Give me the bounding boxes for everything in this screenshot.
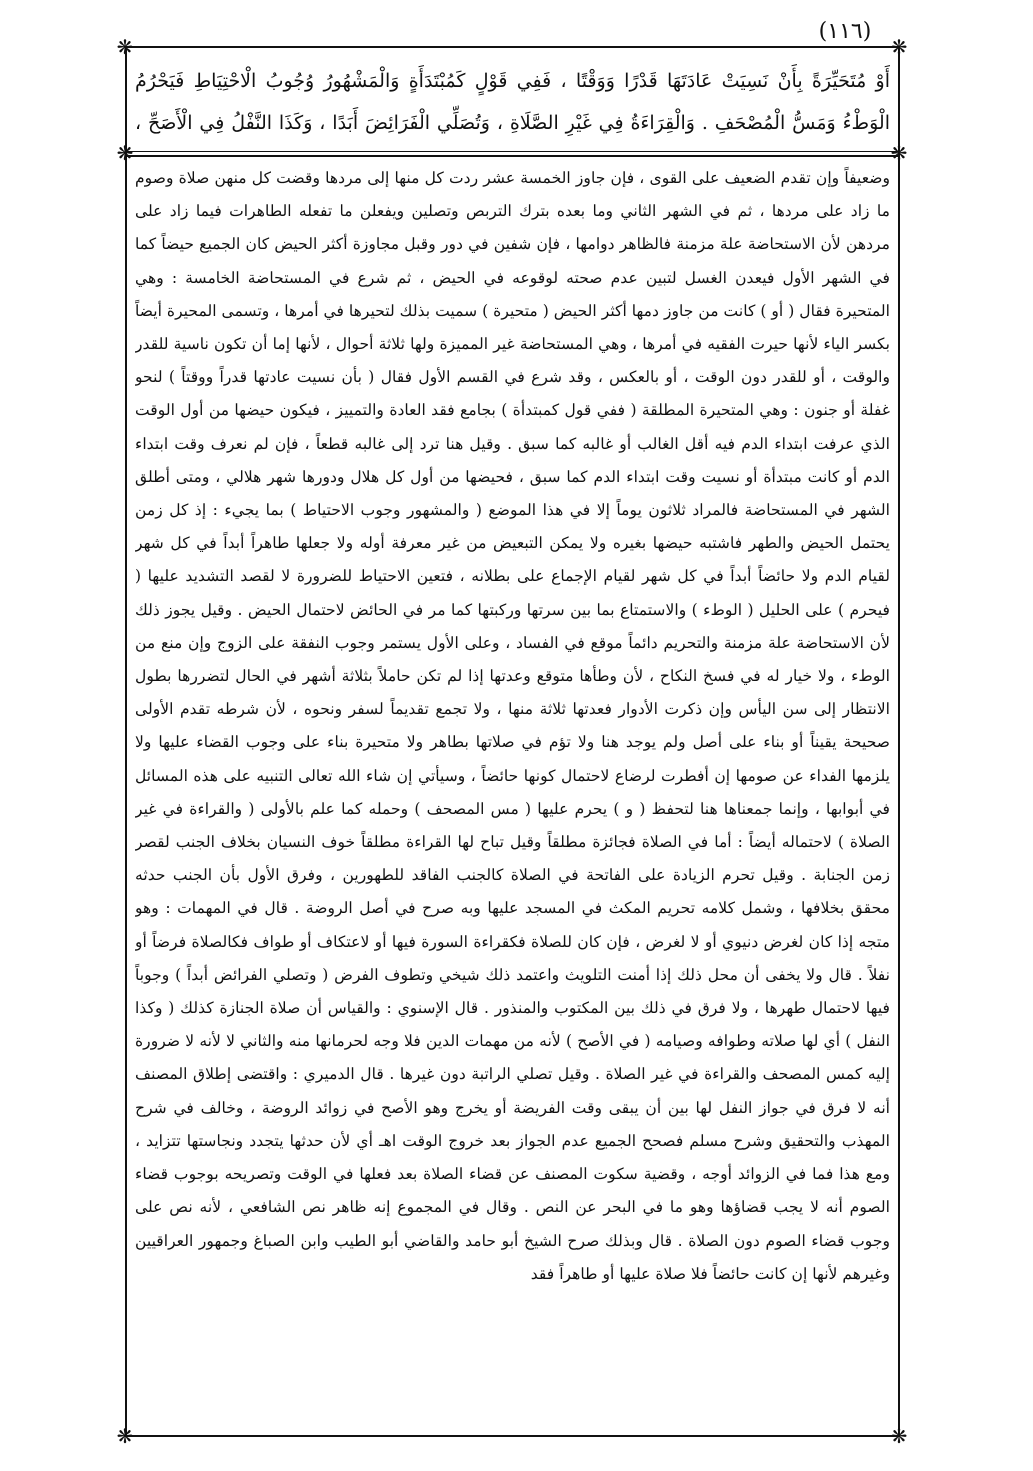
ornament-icon: ❋ (116, 1424, 134, 1448)
divider-bottom (125, 155, 900, 157)
page-number: (١١٦) (818, 19, 872, 44)
ornament-icon: ❋ (890, 35, 908, 59)
ornament-icon: ❋ (890, 141, 908, 165)
right-border (898, 46, 900, 1436)
bottom-border (125, 1435, 900, 1437)
matn-paragraph: أَوْ مُتَحَيِّرَةً بِأَنْ نَسِيَتْ عَادَتَهَا قَدْرًا وَوَقْتًا ، فَفِي قَوْلٍ كَمُبْتَدَأَةٍ وَالْمَشْهُورُ وُجُوبُ الْاحْتِيَاطِ فَيَحْرُمُ الْوَطْءُ وَمَسُّ الْمُصْحَفِ . وَالْقِرَاءَةُ فِي غَيْرِ الصَّلَاةِ ، وَتُصَلِّي الْفَرَائِضَ أَبَدًا ، وَكَذَا النَّفْلُ فِي الْأَصَحِّ ، (135, 70, 890, 134)
ornament-icon: ❋ (116, 35, 134, 59)
top-border (125, 46, 900, 48)
sharh-paragraph: وضعيفاً وإن تقدم الضعيف على القوى ، فإن جاوز الخمسة عشر ردت كل منها إلى مردها وقضت كل منهن صلاة وصوم ما زاد على مردها ، ثم في الشهر الثاني وما بعده بترك التربص وتصلين ويفعلن ما تفعله الطاهرات فيما زاد على مردهن لأن الاستحاضة علة مزمنة فالظاهر دوامها ، فإن شفين في دور وقبل مجاوزة أكثر الحيض كان الجميع حيضاً كما في الشهر الأول فيعدن الغسل لتبين عدم صحته لوقوعه في الحيض ، ثم شرع في المستحاضة الخامسة : وهي المتحيرة فقال ( أو ) كانت من جاوز دمها أكثر الحيض ( متحيرة ) سميت بذلك لتحيرها في أمرها ، وتسمى المحيرة أيضاً بكسر الياء لأنها حيرت الفقيه في أمرها ، وهي المستحاضة غير المميزة ولها ثلاثة أحوال ، لأنها إما أن تكون ناسية للقدر والوقت ، أو للقدر دون الوقت ، أو بالعكس ، وقد شرع في القسم الأول فقال ( بأن نسيت عادتها قدراً ووقتاً ) لنحو غفلة أو جنون : وهي المتحيرة المطلقة ( ففي قول كمبتدأة ) بجامع فقد العادة والتمييز ، فيكون حيضها من أول الوقت الذي عرفت ابتداء الدم فيه أقل الغالب أو غالبه كما سبق . وقيل هنا ترد إلى غالبه قطعاً ، فإن لم نعرف وقت ابتداء الدم أو كانت مبتدأة أو نسيت وقت ابتداء الدم كما سبق ، فحيضها من أول كل هلال ودورها شهر هلالي ، ومتى أطلق الشهر في المستحاضة فالمراد ثلاثون يوماً إلا في هذا الموضع ( والمشهور وجوب الاحتياط ) بما يجيء : إذ كل زمن يحتمل الحيض والطهر فاشتبه حيضها بغيره ولا يمكن التبعيض من غير معرفة أوله ولا جعلها طاهراً أبداً في كل شهر لقيام الدم ولا حائضاً أبداً في كل شهر لقيام الإجماع على بطلانه ، فتعين الاحتياط للضرورة لا لقصد التشديد عليها ( فيحرم ) على الحليل ( الوطء ) والاستمتاع بما بين سرتها وركبتها كما مر في الحائض لاحتمال الحيض . وقيل يجوز ذلك لأن الاستحاضة علة مزمنة والتحريم دائماً موقع في الفساد ، وعلى الأول يستمر وجوب النفقة على الزوج وإن منع من الوطء ، ولا خيار له في فسخ النكاح ، لأن وطأها متوقع وعدتها إذا لم تكن حاملاً بثلاثة أشهر في الحال لتضررها بطول الانتظار إلى سن اليأس وإن ذكرت الأدوار فعدتها ثلاثة منها ، ولا تجمع تقديماً لسفر ونحوه ، لأن شرطه تقدم الأولى صحيحة يقيناً أو بناء على أصل ولم يوجد هنا ولا تؤم في صلاتها بطاهر ولا متحيرة بناء على وجوب القضاء عليها ولا يلزمها الفداء عن صومها إن أفطرت لرضاع لاحتمال كونها حائضاً ، وسيأتي إن شاء الله تعالى التنبيه على هذه المسائل في أبوابها ، وإنما جمعناها هنا لتحفظ ( و ) يحرم عليها ( مس المصحف ) وحمله كما علم بالأولى ( والقراءة في غير الصلاة ) لاحتماله أيضاً : أما في الصلاة فجائزة مطلقاً وقيل تباح لها القراءة مطلقاً خوف النسيان بخلاف الجنب لقصر زمن الجنابة . وقيل تحرم الزيادة على الفاتحة في الصلاة كالجنب الفاقد للطهورين ، وفرق الأول بأن الجنب حدثه محقق بخلافها ، وشمل كلامه تحريم المكث في المسجد عليها وبه صرح في أصل الروضة . قال في المهمات : وهو متجه إذا كان لغرض دنيوي أو لا لغرض ، فإن كان للصلاة فكقراءة السورة فيها أو لاعتكاف أو طواف فكالصلاة فرضاً أو نفلاً . قال ولا يخفى أن محل ذلك إذا أمنت التلويث واعتمد ذلك شيخي وتطوف الفرض ( وتصلي الفرائض أبداً ) وجوباً فيها لاحتمال طهرها ، ولا فرق في ذلك بين المكتوب والمنذور . قال الإسنوي : والقياس أن صلاة الجنازة كذلك ( وكذا النفل ) أي لها صلاته وطوافه وصيامه ( في الأصح ) لأنه من مهمات الدين فلا وجه لحرمانها منه والثاني لا لأنه لا ضرورة إليه كمس المصحف والقراءة في غير الصلاة . وقيل تصلي الراتبة دون غيرها . قال الدميري : واقتضى إطلاق المصنف أنه لا فرق في جواز النفل لها بين أن يبقى وقت الفريضة أو يخرج وهو الأصح في زوائد الروضة ، وخالف في شرح المهذب والتحقيق وشرح مسلم فصحح الجميع عدم الجواز بعد خروج الوقت اهـ أي لأن حدثها يتجدد ونجاستها تتزايد ، ومع هذا فما في الزوائد أوجه ، وقضية سكوت المصنف عن قضاء الصلاة بعد فعلها في الوقت وتصريحه بوجوب قضاء الصوم أنه لا يجب قضاؤها وهو ما في البحر عن النص . وقال في المجموع إنه ظاهر نص الشافعي ، لأنه نص على وجوب قضاء الصوم دون الصلاة . قال وبذلك صرح الشيخ أبو حامد والقاضي أبو الطيب وابن الصباغ وجمهور العراقيين وغيرهم لأنها إن كانت حائضاً فلا صلاة عليها أو طاهراً فقد (135, 169, 890, 1283)
sharh-text (135, 162, 890, 1425)
divider-top (125, 151, 900, 152)
ornament-icon: ❋ (116, 141, 134, 165)
matn-text (135, 60, 890, 148)
ornament-icon: ❋ (890, 1424, 908, 1448)
left-border (125, 46, 127, 1436)
